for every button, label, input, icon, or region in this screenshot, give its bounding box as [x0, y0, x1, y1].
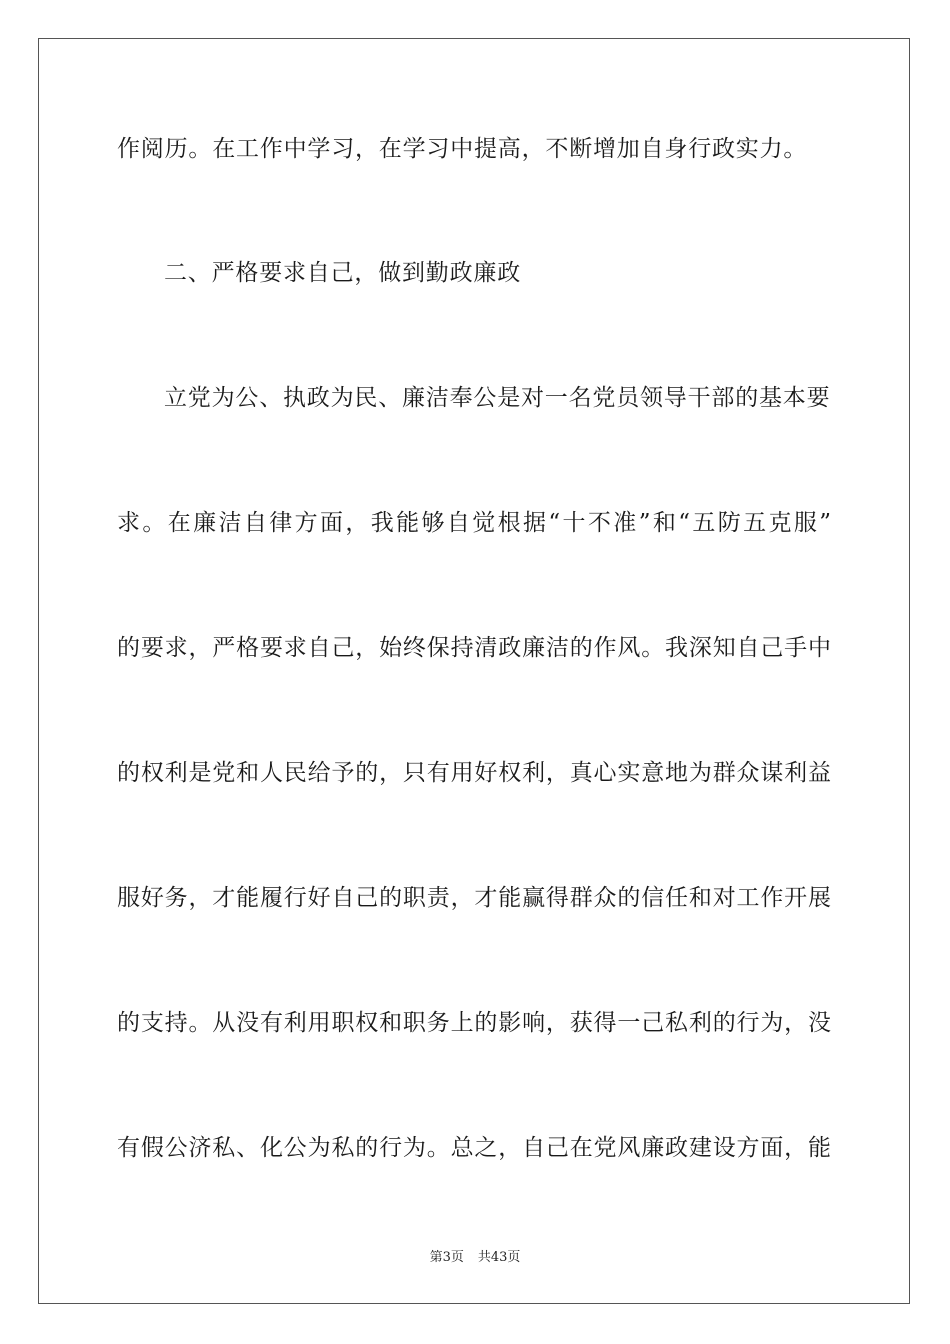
- page-number: 第3页: [429, 1250, 464, 1265]
- body-text-line: 作阅历。在工作中学习，在学习中提高，不断增加自身行政实力。: [117, 136, 808, 162]
- page-footer: [0, 1249, 950, 1267]
- body-text-line: 有假公济私、化公为私的行为。总之，自己在党风廉政建设方面，能: [117, 1135, 831, 1161]
- page-total: 共43页: [477, 1250, 521, 1265]
- section-heading: 二、严格要求自己，做到勤政廉政: [164, 260, 521, 286]
- body-text-line: 求。在廉洁自律方面，我能够自觉根据“十不准”和“五防五克服”: [117, 510, 831, 536]
- page-border: [38, 38, 910, 1304]
- paragraph-first-line: 立党为公、执政为民、廉洁奉公是对一名党员领导干部的基本要: [164, 385, 831, 411]
- body-text-line: 服好务，才能履行好自己的职责，才能赢得群众的信任和对工作开展: [117, 885, 831, 911]
- body-text-line: 的权利是党和人民给予的，只有用好权利，真心实意地为群众谋利益: [117, 760, 831, 786]
- body-text-line: 的支持。从没有利用职权和职务上的影响，获得一己私利的行为，没: [117, 1010, 831, 1036]
- body-text-line: 的要求，严格要求自己，始终保持清政廉洁的作风。我深知自己手中: [117, 635, 831, 661]
